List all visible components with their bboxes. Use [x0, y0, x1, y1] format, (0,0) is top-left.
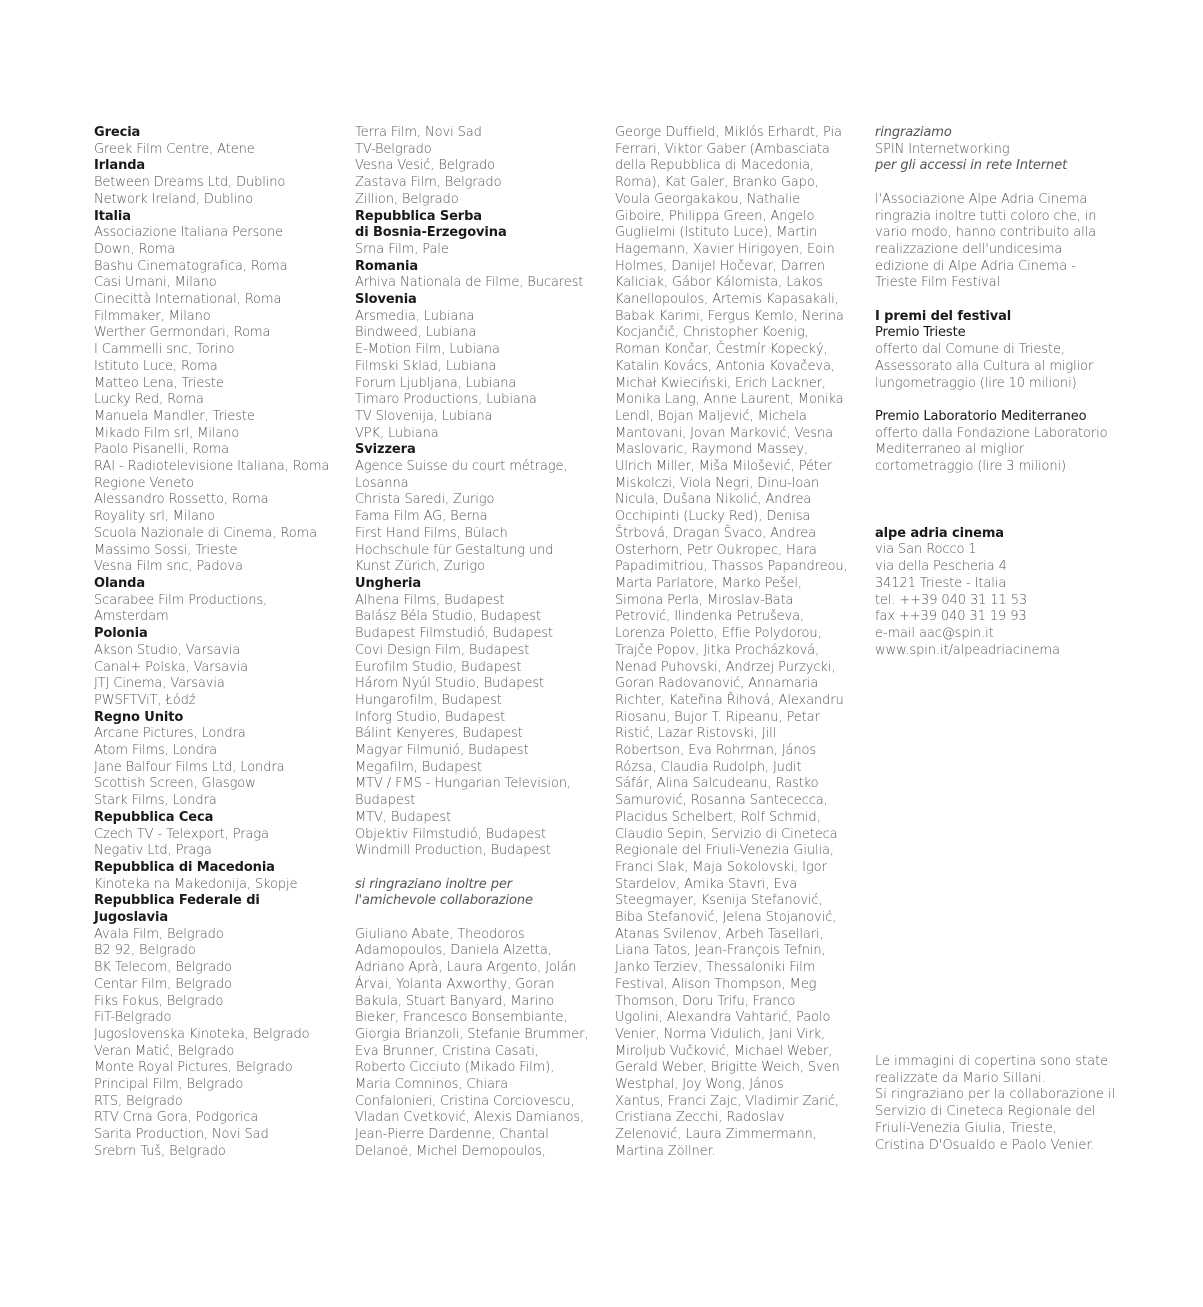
credit-line: Alessandro Rossetto, Roma	[94, 492, 269, 508]
credit-line: Delanoë, Michel Demopoulos,	[355, 1143, 546, 1159]
credit-line: lungometraggio (lire 10 milioni)	[875, 375, 1077, 391]
credit-line: Bashu Cinematografica, Roma	[94, 258, 288, 274]
footnote-line: Servizio di Cineteca Regionale del	[875, 1104, 1096, 1120]
credit-line: vario modo, hanno contribuito alla	[875, 225, 1096, 241]
credit-line: 34121 Trieste - Italia	[875, 575, 1007, 591]
credit-line: JTJ Cinema, Varsavia	[94, 676, 225, 692]
footnote-line: Friuli-Venezia Giulia, Trieste,	[875, 1120, 1057, 1136]
credit-line: Sáfár, Alina Salcudeanu, Rastko	[615, 776, 819, 792]
credit-line: Richter, Kateřina Řihová, Alexandru	[615, 692, 844, 708]
credit-line: Ugolini, Alexandra Vahtarić, Paolo	[615, 1010, 831, 1026]
credit-line: Voula Georgakakou, Nathalie	[615, 191, 801, 207]
credit-line: BK Telecom, Belgrado	[94, 960, 232, 976]
credit-line: Cristiana Zecchi, Radoslav	[615, 1110, 785, 1126]
credit-line: Monika Lang, Anne Laurent, Monika	[615, 392, 844, 408]
credit-line: Arhiva Nationala de Filme, Bucarest	[355, 275, 584, 291]
credit-line: Fama Film AG, Berna	[355, 509, 488, 525]
spacer	[875, 292, 1110, 309]
credit-line: cortometraggio (lire 3 milioni)	[875, 459, 1067, 475]
footnote-line: Cristina D'Osualdo e Paolo Venier.	[875, 1137, 1095, 1153]
credit-line: SPIN Internetworking	[875, 141, 1010, 157]
credit-line: Paolo Pisanelli, Roma	[94, 442, 230, 458]
credit-line: Roman Končar, Čestmír Kopecký,	[615, 342, 828, 358]
section-heading: Romania	[355, 258, 419, 274]
credit-line: VPK, Lubiana	[355, 425, 439, 441]
credit-line: Atom Films, Londra	[94, 743, 217, 759]
credit-line: Werther Germondari, Roma	[94, 325, 271, 341]
credit-line: Mikado Film srl, Milano	[94, 425, 240, 441]
credit-line: Scuola Nazionale di Cinema, Roma	[94, 525, 317, 541]
credit-line: Budapest	[355, 793, 416, 809]
credit-line: offerto dalla Fondazione Laboratorio	[875, 425, 1108, 441]
footnote-line: Le immagini di copertina sono state	[875, 1054, 1109, 1069]
credit-line: Magyar Filmunió, Budapest	[355, 743, 529, 759]
credit-line: Árvai, Yolanta Axworthy, Goran	[355, 976, 555, 992]
spacer	[875, 476, 1110, 493]
credit-line: Franci Slak, Maja Sokolovski, Igor	[615, 859, 827, 875]
credit-line: Három Nyúl Studio, Budapest	[355, 676, 545, 692]
credit-line: Claudio Sepin, Servizio di Cineteca	[615, 826, 838, 842]
credit-line: Giuliano Abate, Theodoros	[355, 926, 525, 942]
credit-line: Hungarofilm, Budapest	[355, 692, 502, 708]
credit-line: Balász Béla Studio, Budapest	[355, 609, 541, 625]
credit-line: Ferrari, Viktor Gaber (Ambasciata	[615, 141, 830, 157]
credits-column-1	[94, 125, 344, 1161]
credit-line: Jane Balfour Films Ltd, Londra	[94, 759, 285, 775]
credit-line: Down, Roma	[94, 241, 176, 257]
section-heading: Irlanda	[94, 158, 146, 174]
section-heading: alpe adria cinema	[875, 525, 1004, 541]
credit-line: Trieste Film Festival	[875, 275, 1000, 291]
spacer	[355, 910, 610, 927]
credits-column-3	[615, 125, 848, 1161]
credit-line: Maslovaric, Raymond Massey,	[615, 442, 809, 458]
section-heading: Grecia	[94, 125, 141, 140]
credits-column-2	[355, 125, 610, 1161]
credit-line: Canal+ Polska, Varsavia	[94, 659, 249, 675]
credit-line: ringrazia inoltre tutti coloro che, in	[875, 208, 1097, 224]
credit-line: Associazione Italiana Persone	[94, 225, 284, 241]
credit-line: Occhipinti (Lucky Red), Denisa	[615, 509, 811, 525]
credit-line: Atanas Svilenov, Arbeh Tasellari,	[615, 926, 824, 942]
credit-line: Placidus Schelbert, Rolf Schmid,	[615, 809, 821, 825]
credit-line: Katalin Kovács, Antonia Kovačeva,	[615, 358, 835, 374]
credit-line: Miskolczi, Viola Negri, Dinu-Ioan	[615, 475, 820, 491]
credit-line: E-Motion Film, Lubiana	[355, 342, 500, 358]
credit-line: Michał Kwieciński, Erich Lackner,	[615, 375, 826, 391]
credit-line: MTV, Budapest	[355, 809, 452, 825]
section-heading: I premi del festival	[875, 308, 1012, 324]
credit-line: Bindweed, Lubiana	[355, 325, 477, 341]
credit-line: Kunst Zürich, Zurigo	[355, 559, 485, 575]
credit-line: Matteo Lena, Trieste	[94, 375, 224, 391]
spacer	[875, 175, 1110, 192]
credit-line: TV-Belgrado	[355, 141, 432, 157]
credit-line: Stardelov, Amika Stavri, Eva	[615, 876, 798, 892]
credit-line: Scarabee Film Productions,	[94, 592, 268, 608]
credit-line: l'Associazione Alpe Adria Cinema	[875, 191, 1088, 207]
italic-note: l'amichevole collaborazione	[355, 893, 533, 909]
credit-line: Biba Stefanović, Jelena Stojanović,	[615, 910, 837, 926]
credit-line: Srebrn Tuš, Belgrado	[94, 1143, 226, 1159]
credit-line: Between Dreams Ltd, Dublino	[94, 175, 286, 191]
spacer	[875, 509, 1110, 526]
credit-line: Nenad Puhovski, Andrzej Purzycki,	[615, 659, 836, 675]
credit-line: Fiks Fokus, Belgrado	[94, 993, 224, 1009]
credit-line: Zelenović, Laura Zimmermann,	[615, 1127, 817, 1143]
section-heading: Italia	[94, 208, 131, 224]
credit-line: Zastava Film, Belgrado	[355, 175, 502, 191]
credit-line: Megafilm, Budapest	[355, 759, 483, 775]
section-heading: Ungheria	[355, 575, 422, 591]
credit-line: Zillion, Belgrado	[355, 191, 459, 207]
section-heading: Repubblica Federale di	[94, 893, 260, 909]
credit-line: Trajče Popov, Jitka Procházková,	[615, 642, 820, 658]
spacer	[875, 492, 1110, 509]
credit-line: Casi Umani, Milano	[94, 275, 217, 291]
credit-line: Petrović, Ilindenka Petruševa,	[615, 609, 805, 625]
credit-line: Istituto Luce, Roma	[94, 358, 218, 374]
credit-line: Lendl, Bojan Maljević, Michela	[615, 408, 807, 424]
credit-line: Arsmedia, Lubiana	[355, 308, 475, 324]
credit-line: Robertson, Eva Rohrman, János	[615, 743, 817, 759]
section-heading: di Bosnia-Erzegovina	[355, 225, 507, 241]
credit-line: Alhena Films, Budapest	[355, 592, 505, 608]
credit-line: Negativ Ltd, Praga	[94, 843, 212, 859]
credit-line: Windmill Production, Budapest	[355, 843, 551, 859]
credit-line: Nicula, Dušana Nikolić, Andrea	[615, 492, 812, 508]
credit-line: PWSFTViT, Łódź	[94, 692, 196, 708]
credit-line: Akson Studio, Varsavia	[94, 642, 241, 658]
credit-line: Xantus, Franci Zajc, Vladimir Zarić,	[615, 1093, 839, 1109]
credit-line: RTV Crna Gora, Podgorica	[94, 1110, 259, 1126]
credit-line: Kaliciak, Gábor Kálomista, Lakos	[615, 275, 823, 291]
credit-line: Vesna Vesić, Belgrado	[355, 158, 496, 174]
credit-line: Kocjančič, Christopher Koenig,	[615, 325, 809, 341]
credit-line: TV Slovenija, Lubiana	[355, 408, 493, 424]
credit-line: Papadimitriou, Thassos Papandreou,	[615, 559, 848, 575]
credit-line: RTS, Belgrado	[94, 1093, 183, 1109]
credit-line: Stark Films, Londra	[94, 793, 217, 809]
credit-line: Assessorato alla Cultura al miglior	[875, 358, 1094, 374]
credit-line: offerto dal Comune di Trieste,	[875, 342, 1065, 358]
credit-line: Scottish Screen, Glasgow	[94, 776, 256, 792]
credit-line: Network Ireland, Dublino	[94, 191, 254, 207]
credit-line: Regionale del Friuli-Venezia Giulia,	[615, 843, 834, 859]
credit-line: MTV / FMS - Hungarian Television,	[355, 776, 571, 792]
credit-line: Veran Matić, Belgrado	[94, 1043, 235, 1059]
credit-line: Covi Design Film, Budapest	[355, 642, 530, 658]
credit-line: Filmski Sklad, Lubiana	[355, 358, 497, 374]
credit-line: George Duffield, Miklós Erhardt, Pia	[615, 125, 842, 140]
credit-line: Kinoteka na Makedonija, Skopje	[94, 876, 298, 892]
credit-line: Festival, Alison Thompson, Meg	[615, 976, 817, 992]
section-heading: Slovenia	[355, 292, 417, 308]
credit-line: Jugoslovenska Kinoteka, Belgrado	[94, 1026, 310, 1042]
credit-line: Adriano Aprà, Laura Argento, Jolán	[355, 960, 577, 976]
credit-line: Roma), Kat Galer, Branko Gapo,	[615, 175, 819, 191]
credit-line: Gerald Weber, Brigitte Weich, Sven	[615, 1060, 840, 1076]
credit-line: Confalonieri, Cristina Corciovescu,	[355, 1093, 575, 1109]
section-heading: Jugoslavia	[94, 910, 168, 926]
subheading: Premio Laboratorio Mediterraneo	[875, 408, 1087, 424]
cover-credits-note	[875, 1054, 1116, 1154]
credit-line: Vladan Cvetković, Alexis Damianos,	[355, 1110, 585, 1126]
credit-line: Holmes, Danijel Hočevar, Darren	[615, 258, 825, 274]
credit-line: Goran Radovanović, Annamaria	[615, 676, 819, 692]
credit-line: della Repubblica di Macedonia,	[615, 158, 814, 174]
credit-line: Amsterdam	[94, 609, 169, 625]
credit-line: realizzazione dell'undicesima	[875, 241, 1063, 257]
credit-line: Martina Zöllner.	[615, 1143, 716, 1159]
credit-line: Sarita Production, Novi Sad	[94, 1127, 269, 1143]
section-heading: Polonia	[94, 626, 148, 642]
credit-line: Ulrich Miller, Miša Milošević, Péter	[615, 459, 833, 475]
italic-note: per gli accessi in rete Internet	[875, 158, 1068, 174]
credit-line: Vesna Film snc, Padova	[94, 559, 243, 575]
credit-line: Thomson, Doru Trifu, Franco	[615, 993, 796, 1009]
credit-line: Srna Film, Pale	[355, 241, 449, 257]
credit-line: Venier, Norma Vidulich, Jani Virk,	[615, 1026, 826, 1042]
credit-line: Mantovani, Jovan Marković, Vesna	[615, 425, 833, 441]
credit-line: B2 92, Belgrado	[94, 943, 196, 959]
subheading: Premio Trieste	[875, 325, 966, 341]
credit-line: Czech TV - Telexport, Praga	[94, 826, 269, 842]
credit-line: Giboire, Philippa Green, Angelo	[615, 208, 815, 224]
credit-line: Avala Film, Belgrado	[94, 926, 224, 942]
credit-line: Maria Comninos, Chiara	[355, 1077, 509, 1093]
credit-line: Osterhorn, Petr Oukropec, Hara	[615, 542, 817, 558]
credit-line: Massimo Sossi, Trieste	[94, 542, 238, 558]
credit-line: Losanna	[355, 475, 409, 491]
credit-line: Forum Ljubljana, Lubiana	[355, 375, 517, 391]
credit-line: Inforg Studio, Budapest	[355, 709, 506, 725]
footnote-line: Si ringraziano per la collaborazione il	[875, 1087, 1116, 1103]
credit-line: www.spin.it/alpeadriacinema	[875, 642, 1060, 658]
section-heading: Repubblica Ceca	[94, 809, 214, 825]
credit-line: e-mail aac@spin.it	[875, 626, 994, 641]
credit-line: Royality srl, Milano	[94, 509, 215, 525]
credit-line: tel. ++39 040 31 11 53	[875, 592, 1028, 608]
credit-line: Ristić, Lazar Ristovski, Jill	[615, 726, 777, 742]
credits-column-4	[875, 125, 1110, 659]
credit-line: Filmmaker, Milano	[94, 308, 211, 324]
credit-line: Štrbová, Dragan Švaco, Andrea	[615, 525, 817, 541]
credit-line: Eva Brunner, Cristina Casati,	[355, 1043, 539, 1059]
credit-line: Christa Saredi, Zurigo	[355, 492, 495, 508]
credit-line: Budapest Filmstudió, Budapest	[355, 626, 554, 642]
credit-line: Agence Suisse du court métrage,	[355, 459, 568, 475]
credit-line: Rózsa, Claudia Rudolph, Judit	[615, 759, 802, 775]
credit-line: RAI - Radiotelevisione Italiana, Roma	[94, 459, 330, 475]
credit-line: Timaro Productions, Lubiana	[355, 392, 537, 408]
credit-line: Kanellopoulos, Artemis Kapasakali,	[615, 292, 839, 308]
credit-line: Giorgia Brianzoli, Stefanie Brummer,	[355, 1026, 589, 1042]
credit-line: Principal Film, Belgrado	[94, 1077, 244, 1093]
credit-line: Guglielmi (Istituto Luce), Martin	[615, 225, 818, 241]
credit-line: edizione di Alpe Adria Cinema -	[875, 258, 1076, 274]
credit-line: Simona Perla, Miroslav-Bata	[615, 592, 794, 608]
credit-line: Greek Film Centre, Atene	[94, 141, 255, 157]
credit-line: Janko Terziev, Thessaloniki Film	[615, 960, 816, 976]
credit-line: Objektiv Filmstudió, Budapest	[355, 826, 546, 842]
credit-line: fax ++39 040 31 19 93	[875, 609, 1027, 625]
credit-line: Monte Royal Pictures, Belgrado	[94, 1060, 293, 1076]
credit-line: Babak Karimi, Fergus Kemlo, Nerina	[615, 308, 844, 324]
credit-line: Mediterraneo al miglior	[875, 442, 1025, 458]
italic-note: si ringraziano inoltre per	[355, 876, 512, 892]
credit-line: Bieker, Francesco Bonsembiante,	[355, 1010, 568, 1026]
credit-line: Roberto Cicciuto (Mikado Film),	[355, 1060, 555, 1076]
credit-line: Liana Tatos, Jean-François Tefnin,	[615, 943, 826, 959]
section-heading: Svizzera	[355, 442, 416, 458]
credit-line: Bálint Kenyeres, Budapest	[355, 726, 523, 742]
credit-line: Samurović, Rosanna Santececca,	[615, 793, 828, 809]
credit-line: Hagemann, Xavier Hirigoyen, Eoin	[615, 241, 835, 257]
credit-line: via San Rocco 1	[875, 542, 977, 558]
credit-line: Lorenza Poletto, Effie Polydorou,	[615, 626, 822, 642]
credit-line: FiT-Belgrado	[94, 1010, 172, 1026]
credit-line: Centar Film, Belgrado	[94, 976, 232, 992]
italic-note: ringraziamo	[875, 125, 952, 140]
credit-line: Miroljub Vučković, Michael Weber,	[615, 1043, 833, 1059]
credit-line: Terra Film, Novi Sad	[355, 125, 482, 140]
credit-line: Westphal, Joy Wong, János	[615, 1077, 784, 1093]
credit-line: Lucky Red, Roma	[94, 392, 204, 408]
footnote-line: realizzate da Mario Sillani.	[875, 1070, 1046, 1086]
credit-line: Manuela Mandler, Trieste	[94, 408, 255, 424]
credit-line: Adamopoulos, Daniela Alzetta,	[355, 943, 552, 959]
credit-line: I Cammelli snc, Torino	[94, 342, 235, 358]
credit-line: Bakula, Stuart Banyard, Marino	[355, 993, 555, 1009]
credit-line: First Hand Films, Bülach	[355, 525, 508, 541]
credit-line: Hochschule für Gestaltung und	[355, 542, 554, 558]
credit-line: Arcane Pictures, Londra	[94, 726, 246, 742]
section-heading: Regno Unito	[94, 709, 184, 725]
credit-line: Eurofilm Studio, Budapest	[355, 659, 522, 675]
credit-line: Jean-Pierre Dardenne, Chantal	[355, 1127, 549, 1143]
section-heading: Repubblica di Macedonia	[94, 859, 275, 875]
credit-line: Regione Veneto	[94, 475, 194, 491]
section-heading: Repubblica Serba	[355, 208, 482, 224]
credit-line: Marta Parlatore, Marko Pešel,	[615, 575, 802, 591]
credit-line: Cinecittà International, Roma	[94, 292, 282, 308]
section-heading: Olanda	[94, 575, 146, 591]
spacer	[875, 392, 1110, 409]
credit-line: via della Pescheria 4	[875, 559, 1007, 575]
spacer	[355, 860, 610, 877]
credit-line: Riosanu, Bujor T. Ripeanu, Petar	[615, 709, 820, 725]
credit-line: Steegmayer, Ksenija Stefanović,	[615, 893, 823, 909]
